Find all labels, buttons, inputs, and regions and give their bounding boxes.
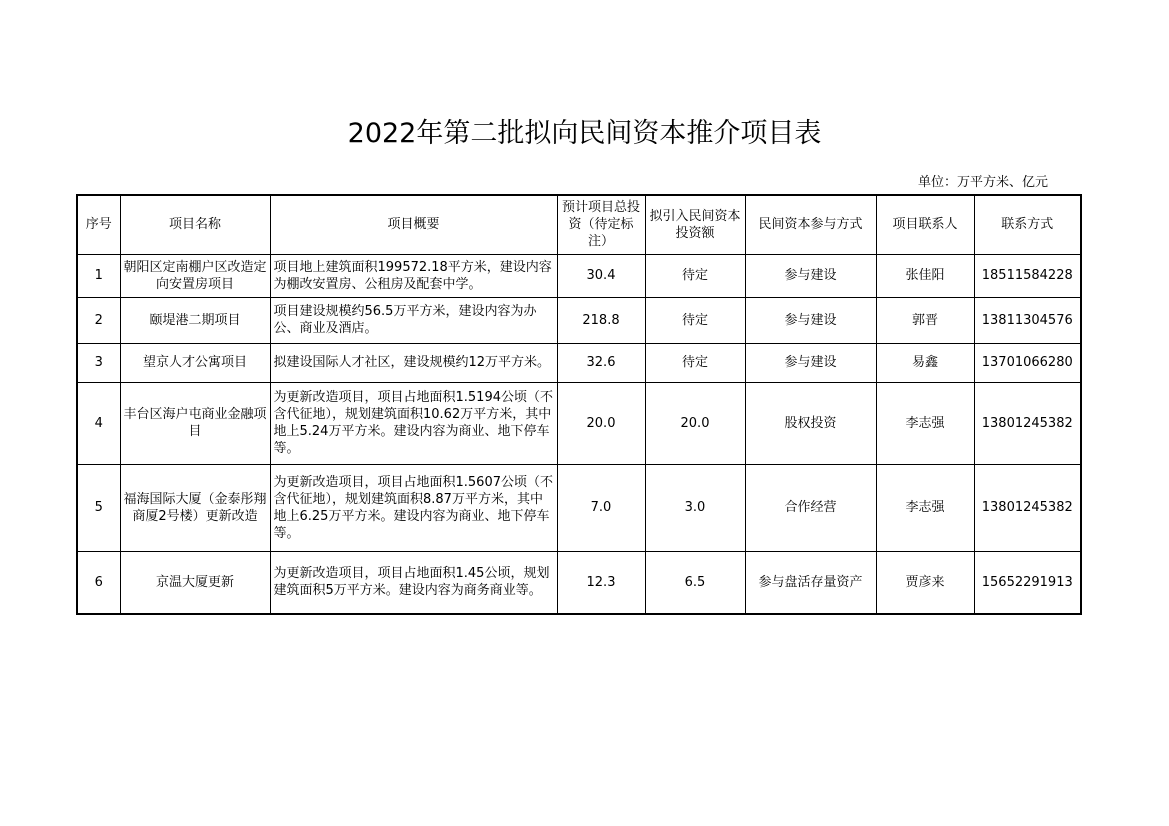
cell-project-name: 福海国际大厦（金泰彤翔商厦2号楼）更新改造 xyxy=(120,464,270,551)
cell-private-investment: 3.0 xyxy=(645,464,745,551)
header-participation: 民间资本参与方式 xyxy=(745,195,876,254)
cell-contact-info: 13701066280 xyxy=(974,343,1081,382)
cell-contact-person: 郭晋 xyxy=(876,297,974,343)
cell-overview: 为更新改造项目，项目占地面积1.45公顷，规划建筑面积5万平方米。建设内容为商务商业等。 xyxy=(270,551,557,614)
cell-index: 1 xyxy=(77,254,120,297)
cell-project-name: 朝阳区定南棚户区改造定向安置房项目 xyxy=(120,254,270,297)
table-row xyxy=(77,382,1081,464)
cell-contact-info: 13801245382 xyxy=(974,464,1081,551)
unit-note: 单位：万平方米、亿元 xyxy=(917,175,1048,190)
cell-project-name: 颐堤港二期项目 xyxy=(120,297,270,343)
cell-contact-info: 13801245382 xyxy=(974,382,1081,464)
cell-project-name: 望京人才公寓项目 xyxy=(120,343,270,382)
cell-overview: 为更新改造项目，项目占地面积1.5194公顷（不含代征地），规划建筑面积10.62万平方米，其中地上5.24万平方米。建设内容为商业、地下停车等。 xyxy=(270,382,557,464)
cell-private-investment: 待定 xyxy=(645,343,745,382)
cell-participation: 参与建设 xyxy=(745,343,876,382)
header-private-investment: 拟引入民间资本投资额 xyxy=(645,195,745,254)
cell-index: 4 xyxy=(77,382,120,464)
header-contact-info: 联系方式 xyxy=(974,195,1081,254)
cell-private-investment: 6.5 xyxy=(645,551,745,614)
cell-private-investment: 20.0 xyxy=(645,382,745,464)
header-total-investment: 预计项目总投资（待定标注） xyxy=(557,195,645,254)
cell-total-investment: 218.8 xyxy=(557,297,645,343)
table-row xyxy=(77,464,1081,551)
cell-total-investment: 20.0 xyxy=(557,382,645,464)
table-row xyxy=(77,297,1081,343)
cell-contact-info: 13811304576 xyxy=(974,297,1081,343)
table-row xyxy=(77,254,1081,297)
cell-overview: 拟建设国际人才社区，建设规模约12万平方米。 xyxy=(270,343,557,382)
cell-contact-person: 贾彦来 xyxy=(876,551,974,614)
cell-participation: 参与建设 xyxy=(745,254,876,297)
cell-index: 3 xyxy=(77,343,120,382)
cell-index: 6 xyxy=(77,551,120,614)
project-table xyxy=(76,194,1082,615)
header-overview: 项目概要 xyxy=(270,195,557,254)
cell-participation: 参与建设 xyxy=(745,297,876,343)
cell-overview: 项目建设规模约56.5万平方米，建设内容为办公、商业及酒店。 xyxy=(270,297,557,343)
cell-participation: 参与盘活存量资产 xyxy=(745,551,876,614)
header-index: 序号 xyxy=(77,195,120,254)
cell-project-name: 丰台区海户屯商业金融项目 xyxy=(120,382,270,464)
cell-contact-person: 张佳阳 xyxy=(876,254,974,297)
cell-project-name: 京温大厦更新 xyxy=(120,551,270,614)
cell-participation: 合作经营 xyxy=(745,464,876,551)
cell-contact-info: 15652291913 xyxy=(974,551,1081,614)
cell-index: 2 xyxy=(77,297,120,343)
cell-contact-person: 易鑫 xyxy=(876,343,974,382)
header-project-name: 项目名称 xyxy=(120,195,270,254)
cell-index: 5 xyxy=(77,464,120,551)
table-row xyxy=(77,343,1081,382)
cell-private-investment: 待定 xyxy=(645,254,745,297)
cell-private-investment: 待定 xyxy=(645,297,745,343)
header-contact-person: 项目联系人 xyxy=(876,195,974,254)
cell-total-investment: 12.3 xyxy=(557,551,645,614)
cell-total-investment: 7.0 xyxy=(557,464,645,551)
cell-contact-person: 李志强 xyxy=(876,382,974,464)
document-title: 2022年第二批拟向民间资本推介项目表 xyxy=(347,118,822,149)
cell-total-investment: 32.6 xyxy=(557,343,645,382)
cell-participation: 股权投资 xyxy=(745,382,876,464)
cell-total-investment: 30.4 xyxy=(557,254,645,297)
cell-contact-info: 18511584228 xyxy=(974,254,1081,297)
cell-overview: 为更新改造项目，项目占地面积1.5607公顷（不含代征地），规划建筑面积8.87万平方米，其中地上6.25万平方米。建设内容为商业、地下停车等。 xyxy=(270,464,557,551)
cell-overview: 项目地上建筑面积199572.18平方米，建设内容为棚改安置房、公租房及配套中学。 xyxy=(270,254,557,297)
cell-contact-person: 李志强 xyxy=(876,464,974,551)
table-row xyxy=(77,551,1081,614)
table-header-row xyxy=(77,195,1081,254)
